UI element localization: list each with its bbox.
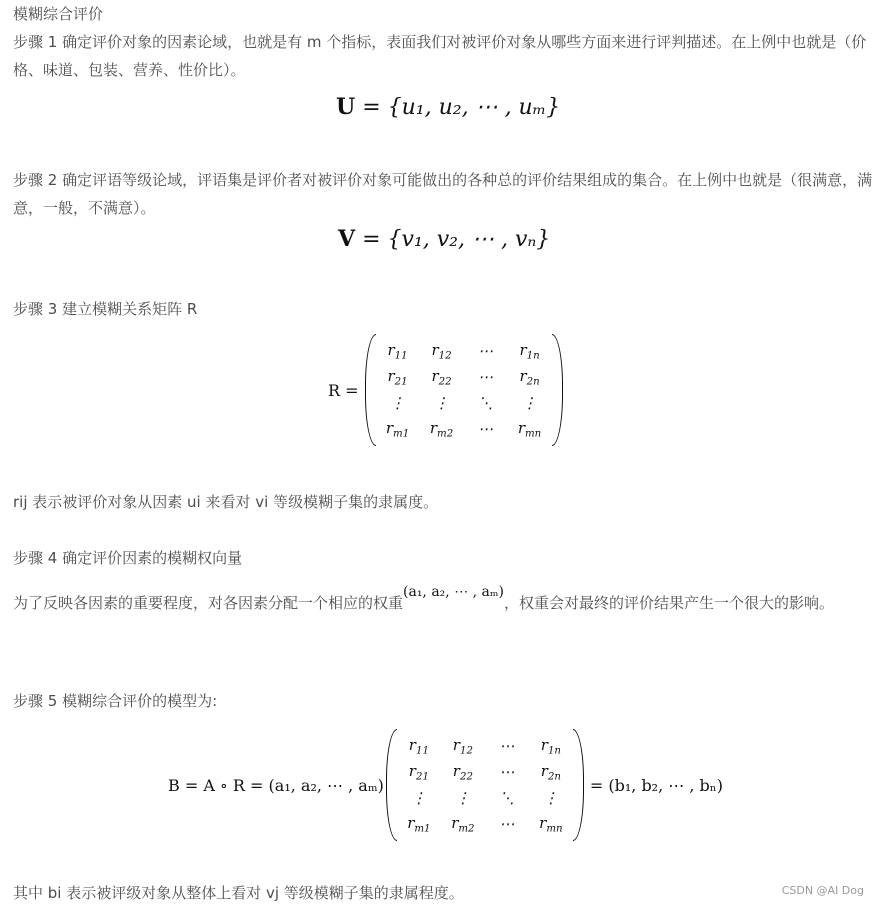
weights-text	[13, 584, 873, 618]
step4-text: 步骤 4 确定评价因素的模糊权向量	[13, 549, 243, 567]
matrix-cell	[386, 419, 409, 440]
matrix-cell	[499, 815, 514, 833]
matrix-grid	[397, 729, 573, 841]
matrix-cell	[541, 736, 561, 757]
matrix-cell	[519, 341, 539, 362]
matrix-cell-base: ⋯	[499, 763, 515, 781]
matrix-cell-base: ⋮	[543, 789, 559, 807]
matrix-cell-base: ⋯	[478, 420, 494, 438]
matrix-cell-base: r	[540, 761, 548, 780]
matrix-cell-base: r	[451, 813, 459, 832]
matrix-cell-base: r	[540, 735, 548, 754]
matrix-cell-sub: 2n	[526, 376, 540, 388]
matrix-cell	[453, 736, 473, 757]
matrix-cell-sub: mn	[525, 428, 542, 440]
matrix-cell	[478, 368, 493, 386]
matrix-cell	[431, 341, 451, 362]
matrix-cell	[478, 394, 493, 412]
bi-text: 其中 bi 表示被评级对象从整体上看对 vj 等级模糊子集的隶属程度。	[13, 884, 464, 902]
matrix-cell	[522, 394, 537, 412]
matrix-cell	[453, 762, 473, 783]
matrix-cell-base: ⋮	[390, 394, 406, 412]
matrix-cell	[499, 737, 514, 755]
matrix-cell-sub: 21	[415, 771, 429, 783]
matrix-cell-sub: 1n	[547, 745, 561, 757]
matrix-cell-base: ⋮	[434, 394, 450, 412]
formula-r	[328, 334, 563, 446]
matrix-cell-base: r	[519, 366, 527, 385]
matrix-cell-base: r	[517, 418, 526, 437]
matrix-cell-base: ⋮	[522, 394, 538, 412]
formula-v	[338, 226, 550, 252]
matrix-cell-sub: 1n	[526, 350, 540, 362]
formula-u-lhs: U	[336, 94, 356, 120]
matrix-cell	[434, 394, 449, 412]
matrix-cell	[519, 367, 539, 388]
matrix-cell-sub: 11	[394, 350, 408, 362]
matrix-cell	[431, 367, 451, 388]
step3-text: 步骤 3 建立模糊关系矩阵 R	[13, 300, 198, 318]
formula-v-lhs: V	[338, 226, 356, 252]
step5-text: 步骤 5 模糊综合评价的模型为:	[13, 692, 218, 710]
matrix-cell-base: r	[429, 418, 438, 437]
matrix-cell	[451, 814, 474, 835]
matrix-cell-base: ⋮	[455, 789, 471, 807]
step2-text: 步骤 2 确定评语等级论域，评语集是评价者对被评价对象可能做出的各种总的评价结果组成的集合。在上例中也就是（很满意，满意，一般，不满意）。	[13, 171, 873, 217]
matrix-cell-base: r	[408, 761, 416, 780]
relation-matrix	[365, 334, 563, 446]
matrix-cell-sub: m2	[458, 823, 475, 835]
formula-u-body: {u₁, u₂, ⋯ , uₘ}	[387, 95, 561, 120]
matrix-cell-sub: 22	[438, 376, 452, 388]
formula-b-lhs: B = A ∘ R = (a₁, a₂, ⋯ , aₘ)	[168, 775, 384, 795]
weights-vector: (a₁, a₂, ⋯ , aₘ)	[403, 584, 504, 600]
matrix-cell	[387, 341, 407, 362]
matrix-cell	[541, 762, 561, 783]
formula-b	[168, 729, 723, 841]
weights-before: 为了反映各因素的重要程度，对各因素分配一个相应的权重	[13, 594, 404, 612]
matrix-cell-sub: 2n	[547, 771, 561, 783]
matrix-cell-sub: 12	[438, 350, 452, 362]
matrix-cell-base: r	[407, 813, 415, 832]
matrix-cell	[455, 789, 470, 807]
formula-v-eq: =	[362, 227, 381, 252]
matrix-cell-base: r	[385, 418, 394, 437]
matrix-cell-base: r	[408, 735, 416, 754]
matrix-cell-base: ⋯	[499, 815, 515, 833]
matrix-cell-base: ⋯	[499, 737, 515, 755]
matrix-cell-sub: 12	[459, 745, 473, 757]
matrix-cell	[430, 419, 453, 440]
matrix-cell-base: r	[431, 366, 439, 385]
matrix-cell-sub: mn	[546, 823, 563, 835]
matrix-cell-base: r	[452, 761, 460, 780]
matrix-cell-sub: 22	[459, 771, 473, 783]
matrix-cell	[411, 789, 426, 807]
matrix-cell	[407, 814, 430, 835]
weights-after: ，权重会对最终的评价结果产生一个很大的影响。	[503, 594, 834, 612]
relation-matrix-b	[386, 729, 584, 841]
left-paren	[365, 334, 376, 446]
matrix-cell-base: r	[387, 366, 395, 385]
matrix-cell-base: r	[452, 735, 460, 754]
matrix-cell	[543, 789, 558, 807]
matrix-cell	[478, 420, 493, 438]
matrix-cell	[390, 394, 405, 412]
matrix-cell-base: ⋯	[478, 342, 494, 360]
matrix-cell-base: r	[387, 340, 395, 359]
matrix-cell	[539, 814, 562, 835]
left-paren	[386, 729, 397, 841]
matrix-cell-base: r	[539, 813, 547, 832]
matrix-cell	[478, 342, 493, 360]
matrix-cell-base: ⋮	[411, 789, 427, 807]
matrix-cell	[499, 763, 514, 781]
page-title: 模糊综合评价	[13, 5, 104, 23]
matrix-cell-base: ⋱	[478, 394, 494, 412]
formula-u-eq: =	[362, 95, 381, 120]
matrix-cell	[409, 762, 429, 783]
matrix-grid	[376, 334, 552, 446]
matrix-cell-sub: m1	[414, 823, 431, 835]
matrix-cell-sub: m1	[393, 428, 410, 440]
formula-b-rhs: = (b₁, b₂, ⋯ , bₙ)	[589, 775, 723, 795]
matrix-cell-base: ⋯	[478, 368, 494, 386]
matrix-cell-base: r	[431, 340, 439, 359]
watermark: CSDN @AI Dog	[781, 884, 864, 897]
matrix-cell	[409, 736, 429, 757]
matrix-cell-base: r	[519, 340, 527, 359]
matrix-cell-sub: m2	[437, 428, 454, 440]
matrix-cell	[387, 367, 407, 388]
right-paren	[573, 729, 584, 841]
right-paren	[552, 334, 563, 446]
matrix-cell	[499, 789, 514, 807]
rij-text: rij 表示被评价对象从因素 ui 来看对 vi 等级模糊子集的隶属度。	[13, 493, 439, 511]
step1-text: 步骤 1 确定评价对象的因素论域，也就是有 m 个指标，表面我们对被评价对象从哪些方面来进行评判描述。在上例中也就是（价格、味道、包装、营养、性价比）。	[13, 33, 867, 79]
matrix-cell-sub: 21	[394, 376, 408, 388]
matrix-cell	[518, 419, 541, 440]
formula-u	[336, 94, 560, 120]
matrix-cell-sub: 11	[415, 745, 429, 757]
formula-v-body: {v₁, v₂, ⋯ , vₙ}	[387, 227, 551, 252]
matrix-cell-base: ⋱	[499, 789, 515, 807]
formula-r-lhs: R =	[328, 380, 359, 400]
